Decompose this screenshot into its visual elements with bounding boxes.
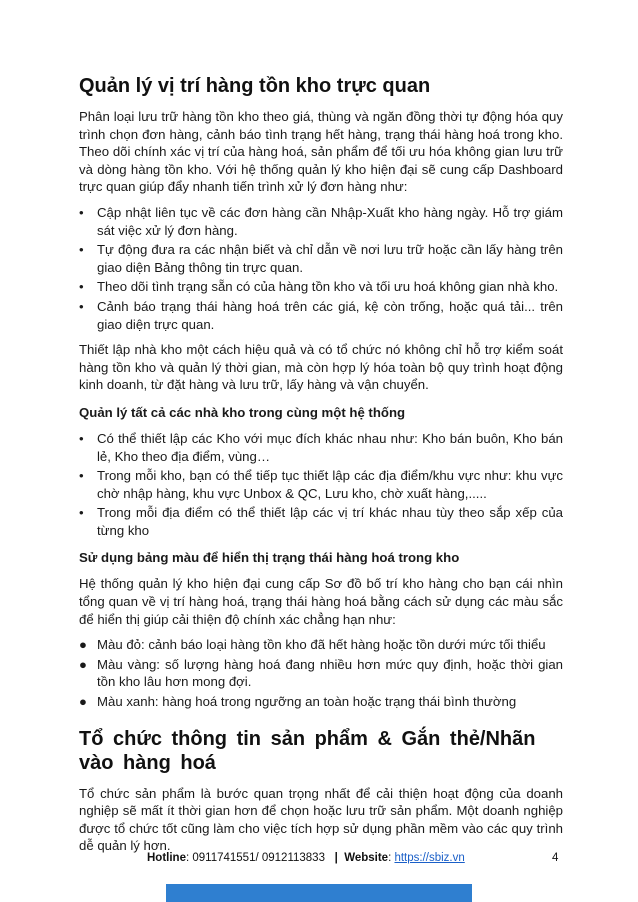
list-item: ● Màu đỏ: cảnh báo loại hàng tồn kho đã hết hàng hoặc tồn dưới mức tối thiểu — [79, 637, 546, 653]
bullet-icon: • — [79, 430, 84, 446]
hotline-value: : 0911741551/ 0912113833 — [185, 852, 325, 864]
document-body — [79, 74, 563, 863]
bullet-icon: ● — [79, 656, 87, 672]
section-intro-paragraph: Phân loại lưu trữ hàng tồn kho theo giá, thùng và ngăn đồng thời tự động hóa quy trình chọn đơn hàng, cảnh báo tình trạng hết hàng, trạng thái hàng hoá trong kho. Theo dõi chính xác vị trí của hàng hoá, sản phẩm để tối ưu hóa không gian lưu trữ và dòng hàng tồn kho. Với hệ thống quản lý kho hiện đại sẽ cung cấp Dashboard trực quan giúp đẩy nhanh tiến trình xử lý đơn hàng như: — [79, 109, 563, 195]
bullet-icon: • — [79, 242, 84, 258]
section-title-inventory-location: Quản lý vị trí hàng tồn kho trực quan — [79, 75, 431, 97]
list-item: • Tự động đưa ra các nhận biết và chỉ dẫn về nơi lưu trữ hoặc cần lấy hàng trên giao diện Bảng thông tin trực quan. — [79, 242, 563, 275]
bullet-icon: • — [79, 279, 84, 295]
list-item: • Có thể thiết lập các Kho với mục đích khác nhau như: Kho bán buôn, Kho bán lẻ, Kho theo địa điểm, vùng… — [79, 430, 563, 464]
warehouse-bullet-list — [79, 430, 563, 540]
subsection-title-multi-warehouse: Quản lý tất cả các nhà kho trong cùng một hệ thống — [79, 404, 406, 420]
website-link[interactable]: https://sbiz.vn — [394, 852, 465, 864]
bullet-icon: • — [79, 298, 84, 314]
list-item: ● Màu xanh: hàng hoá trong ngưỡng an toàn hoặc trạng thái bình thường — [79, 694, 517, 710]
list-item: ● Màu vàng: số lượng hàng hoá đang nhiều hơn mức quy định, hoặc thời gian tồn kho lâu hơn mong đợi. — [79, 656, 563, 690]
footer-contact — [147, 851, 465, 865]
section-title-product-tagging: Tổ chức thông tin sản phẩm & Gắn thẻ/Nhãn vào hàng hoá — [79, 727, 536, 774]
bullet-icon: • — [79, 204, 84, 220]
bullet-icon: ● — [79, 694, 87, 710]
hotline-label: Hotline — [147, 852, 186, 864]
website-label: Website — [344, 852, 389, 864]
bullet-icon: ● — [79, 637, 87, 653]
color-legend-list — [79, 636, 563, 710]
page-number: 4 — [552, 852, 559, 864]
footer-accent-bar — [166, 884, 472, 902]
product-tagging-paragraph: Tổ chức sản phẩm là bước quan trọng nhất để cải thiện hoạt động của doanh nghiệp sẽ mất ít thời gian hơn để chọn hoặc lưu trữ sản phẩm. Một doanh nghiệp được tổ chức tốt cũng làm cho việc tích hợp sử dụng phần mềm vào các quy trình dễ quản lý hơn. — [79, 785, 563, 854]
list-item: • Trong mỗi kho, bạn có thể tiếp tục thiết lập các địa điểm/khu vực như: khu vực chờ nhập hàng, khu vực Unbox & QC, Lưu kho, chờ xuất hàng,..... — [79, 468, 563, 501]
subsection-title-color-status: Sử dụng bảng màu để hiển thị trạng thái hàng hoá trong kho — [79, 550, 460, 566]
list-item: • Cập nhật liên tục về các đơn hàng cần Nhập-Xuất kho hàng ngày. Hỗ trợ giám sát việc xử lý đơn hàng. — [79, 204, 563, 238]
section-closing-paragraph: Thiết lập nhà kho một cách hiệu quả và có tổ chức nó không chỉ hỗ trợ kiểm soát hàng tồn kho và quản lý thời gian, mà còn hợp lý hóa toàn bộ quy trình hoạt động kinh doanh, từ đặt hàng và lưu trữ, lấy hàng và vận chuyển. — [79, 342, 563, 393]
list-item: • Cảnh báo trạng thái hàng hoá trên các giá, kệ còn trống, hoặc quá tải... trên giao diện trực quan. — [79, 298, 563, 332]
list-item: • Theo dõi tình trạng sẵn có của hàng tồn kho và tối ưu hoá không gian nhà kho. — [79, 279, 559, 295]
bullet-icon: • — [79, 505, 84, 521]
color-status-intro-paragraph: Hệ thống quản lý kho hiện đại cung cấp Sơ đồ bố trí kho hàng cho bạn cái nhìn tổng quan về vị trí hàng hoá, trạng thái hàng hoá bằng cách sử dụng các màu sắc để hiển thị giúp cải thiện độ chính xác chẳng hạn như: — [79, 576, 563, 627]
website-colon: : — [388, 852, 395, 864]
list-item: • Trong mỗi địa điểm có thể thiết lập các vị trí khác nhau tùy theo sắp xếp của từng kho — [79, 505, 563, 538]
bullet-icon: • — [79, 468, 84, 484]
feature-bullet-list — [79, 204, 563, 333]
footer-separator: | — [334, 852, 338, 864]
